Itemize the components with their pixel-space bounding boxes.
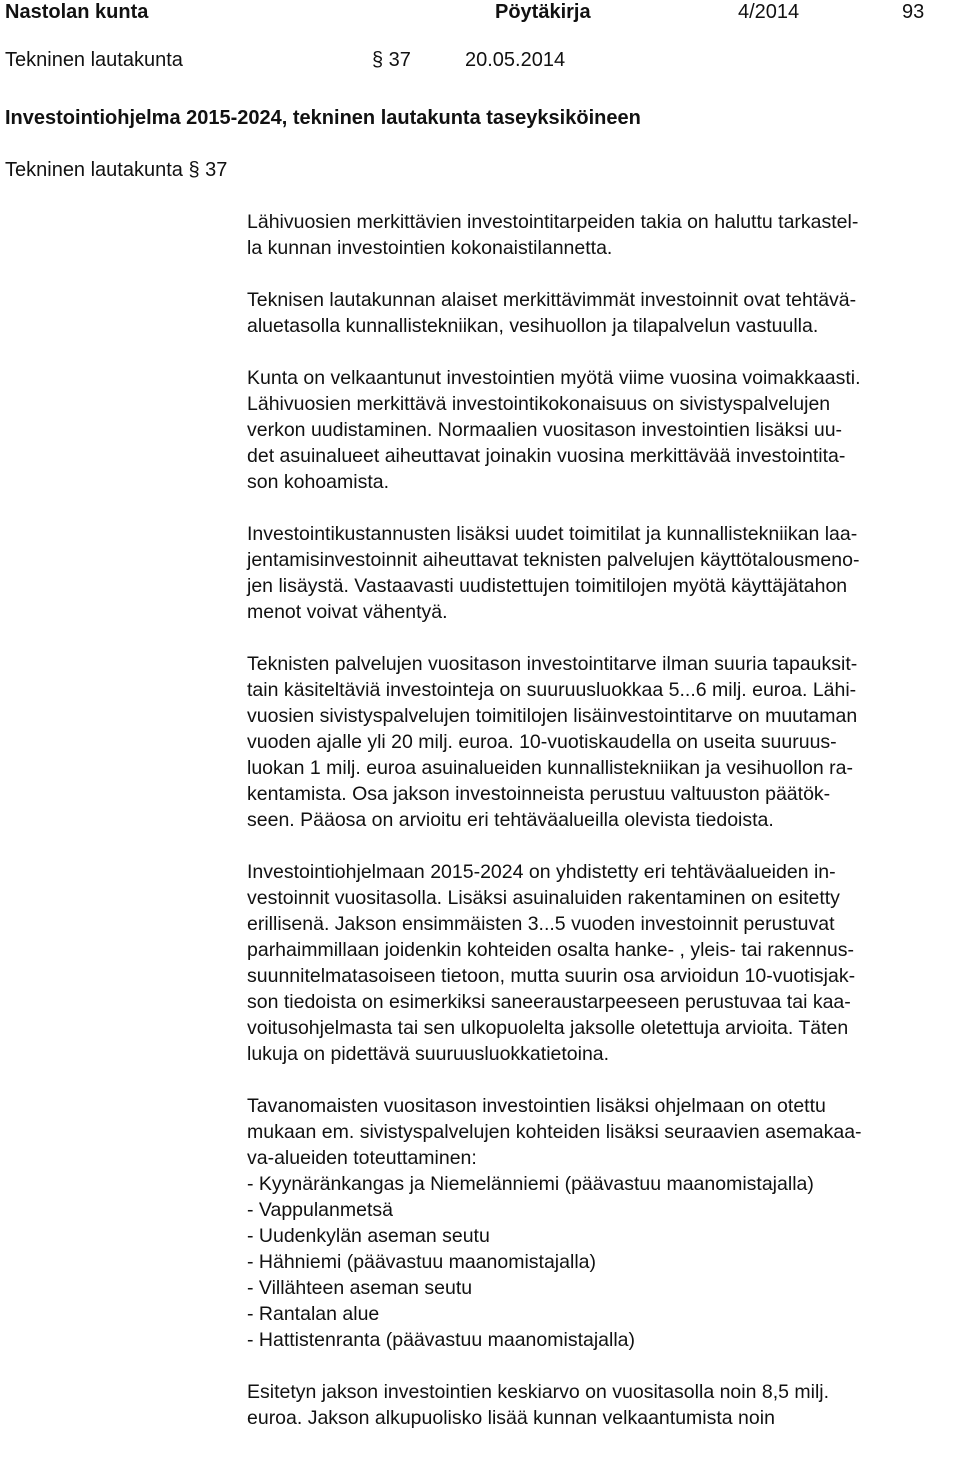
list-item: - Hattistenranta (päävastuu maanomistajalla): [247, 1329, 636, 1351]
text-line: Lähivuosien merkittävä investointikokonaisuus on sivistyspalvelujen: [247, 393, 831, 415]
text-line: vuoden ajalle yli 20 milj. euroa. 10-vuotiskaudella on useita suuruus-: [247, 731, 837, 753]
text-line: luokan 1 milj. euroa asuinalueiden kunnallistekniikan ja vesihuollon ra-: [247, 757, 853, 779]
text-line: verkon uudistaminen. Normaalien vuositason investointien lisäksi uu-: [247, 419, 843, 441]
text-line: Lähivuosien merkittävien investointitarpeiden takia on haluttu tarkastel-: [247, 211, 859, 233]
text-line: jen lisäystä. Vastaavasti uudistettujen toimitilojen myötä käyttäjätahon: [247, 575, 848, 597]
text-line: jentamisinvestoinnit aiheuttavat teknisten palvelujen käyttötalousmeno-: [247, 549, 860, 571]
text-line: son tiedoista on esimerkiksi saneeraustarpeeseen perustuvaa tai kaa-: [247, 991, 851, 1013]
text-line: Investointiohjelmaan 2015-2024 on yhdistetty eri tehtäväalueiden in-: [247, 861, 836, 883]
paragraph-4: [247, 521, 953, 625]
text-line: Tavanomaisten vuositason investointien lisäksi ohjelmaan on otettu: [247, 1095, 826, 1117]
text-line: Kunta on velkaantunut investointien myötä viime vuosina voimakkaasti.: [247, 367, 861, 389]
text-line: suunnitelmatasoiseen tietoon, mutta suurin osa arvioidun 10-vuotisjak-: [247, 965, 856, 987]
list-item: - Rantalan alue: [247, 1303, 380, 1325]
paragraph-6: [247, 859, 953, 1067]
header-page-number: 93: [902, 1, 925, 23]
text-line: son kohoamista.: [247, 471, 389, 493]
text-line: tain käsiteltäviä investointeja on suuruusluokkaa 5...6 milj. euroa. Lähi-: [247, 679, 857, 701]
text-line: vuosien sivistyspalvelujen toimitilojen lisäinvestointitarve on muutaman: [247, 705, 858, 727]
header-date: 20.05.2014: [465, 49, 566, 71]
paragraph-2: [247, 287, 953, 339]
list-item: - Villähteen aseman seutu: [247, 1277, 473, 1299]
list-item: - Hähniemi (päävastuu maanomistajalla): [247, 1251, 596, 1273]
text-line: mukaan em. sivistyspalvelujen kohteiden lisäksi seuraavien asemakaa-: [247, 1121, 862, 1143]
list-item: - Kyynäränkangas ja Niemelänniemi (päävastuu maanomistajalla): [247, 1173, 814, 1195]
header-document-type: Pöytäkirja: [495, 1, 591, 23]
list-item: - Vappulanmetsä: [247, 1199, 393, 1221]
paragraph-1: [247, 209, 953, 261]
text-line: kentamista. Osa jakson investoinneista perustuu valtuuston päätök-: [247, 783, 831, 805]
text-line: Teknisen lautakunnan alaiset merkittävimmät investoinnit ovat tehtävä-: [247, 289, 857, 311]
paragraph-8: [247, 1379, 953, 1431]
text-line: parhaimmillaan joidenkin kohteiden osalta hanke- , yleis- tai rakennus-: [247, 939, 854, 961]
text-line: vestoinnit vuositasolla. Lisäksi asuinaluiden rakentaminen on esitetty: [247, 887, 840, 909]
text-line: erillisenä. Jakson ensimmäisten 3...5 vuoden investoinnit perustuvat: [247, 913, 835, 935]
text-line: euroa. Jakson alkupuolisko lisää kunnan velkaantumista noin: [247, 1407, 775, 1429]
text-line: aluetasolla kunnallistekniikan, vesihuollon ja tilapalvelun vastuulla.: [247, 315, 819, 337]
board-reference: Tekninen lautakunta § 37: [5, 159, 228, 181]
text-line: Investointikustannusten lisäksi uudet toimitilat ja kunnallistekniikan laa-: [247, 523, 858, 545]
text-line: Teknisten palvelujen vuositason investointitarve ilman suuria tapauksit-: [247, 653, 858, 675]
paragraph-5: [247, 651, 953, 833]
paragraph-3: [247, 365, 953, 495]
text-line: Esitetyn jakson investointien keskiarvo on vuositasolla noin 8,5 milj.: [247, 1381, 830, 1403]
text-line: menot voivat vähentyä.: [247, 601, 448, 623]
document-title: Investointiohjelma 2015-2024, tekninen lautakunta taseyksiköineen: [5, 107, 641, 129]
header-paragraph: § 37: [372, 49, 411, 71]
header-issue: 4/2014: [738, 1, 800, 23]
text-line: lukuja on pidettävä suuruusluokkatietoina.: [247, 1043, 610, 1065]
text-line: seen. Pääosa on arvioitu eri tehtäväalueilla olevista tiedoista.: [247, 809, 774, 831]
text-line: det asuinalueet aiheuttavat joinakin vuosina merkittävää investointita-: [247, 445, 846, 467]
text-line: la kunnan investointien kokonaistilannetta.: [247, 237, 613, 259]
body-text: [247, 209, 953, 1457]
header-board: Tekninen lautakunta: [5, 49, 183, 71]
text-line: va-alueiden toteuttaminen:: [247, 1147, 477, 1169]
paragraph-7-list: [247, 1093, 953, 1353]
text-line: voitusohjelmasta tai sen ulkopuolelta jaksolle oletettuja arvioita. Täten: [247, 1017, 849, 1039]
header-municipality: Nastolan kunta: [5, 1, 149, 23]
list-item: - Uudenkylän aseman seutu: [247, 1225, 490, 1247]
